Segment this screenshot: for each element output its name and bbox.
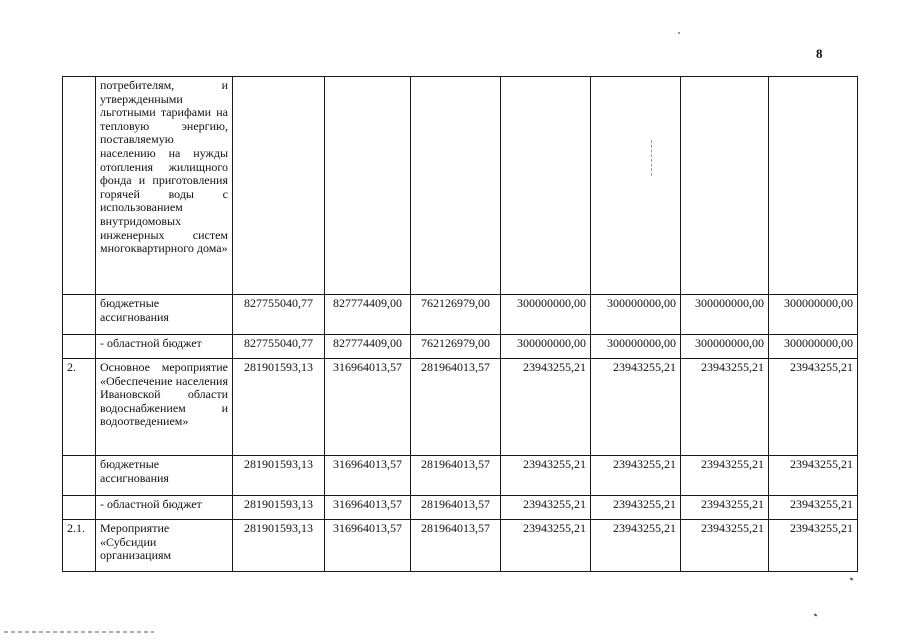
value-cell: 316964013,57: [325, 520, 411, 572]
value-cell: 281964013,57: [411, 520, 501, 572]
value-cell: 281901593,13: [233, 359, 325, 456]
value-cell: 300000000,00: [501, 335, 591, 359]
activity-name: потребителям, и утвержденными льготными тарифами на тепловую энергию, поставляемую населению на нужды отопления жилищного фонда и приготовления горячей воды с использованием внутридомовых инженерных систем многоквартирного дома»: [100, 78, 228, 256]
scan-speck: [678, 32, 680, 34]
value-cell: [411, 77, 501, 295]
value-cell: 281901593,13: [233, 456, 325, 496]
value-cell: 23943255,21: [769, 496, 858, 520]
table-row: [63, 456, 858, 496]
table-row: [63, 359, 858, 456]
row-number-cell: [63, 335, 96, 359]
activity-name: - областной бюджет: [100, 336, 202, 350]
value-cell: 23943255,21: [769, 359, 858, 456]
value-cell: [501, 77, 591, 295]
value-cell: 23943255,21: [681, 456, 769, 496]
scan-artifact-line: [651, 140, 653, 176]
value-cell: 23943255,21: [681, 359, 769, 456]
value-cell: 300000000,00: [681, 295, 769, 335]
value-cell: 23943255,21: [681, 520, 769, 572]
activity-name-cell: [96, 456, 233, 496]
value-cell: 316964013,57: [325, 456, 411, 496]
activity-name: Основное мероприятие «Обеспечение населения Ивановской области водоснабжением и водоотведением»: [100, 360, 228, 429]
scan-artifact-mark: [850, 577, 854, 580]
table-row: [63, 496, 858, 520]
activity-name-cell: [96, 520, 233, 572]
page-number: 8: [816, 46, 823, 61]
table-row: [63, 520, 858, 572]
activity-name-cell: [96, 359, 233, 456]
value-cell: 300000000,00: [501, 295, 591, 335]
value-cell: 281901593,13: [233, 496, 325, 520]
row-number-cell: [63, 77, 96, 295]
value-cell: 281964013,57: [411, 456, 501, 496]
value-cell: 316964013,57: [325, 496, 411, 520]
value-cell: 23943255,21: [591, 520, 681, 572]
value-cell: [325, 77, 411, 295]
table-row: [63, 295, 858, 335]
value-cell: 23943255,21: [769, 520, 858, 572]
value-cell: 827774409,00: [325, 335, 411, 359]
row-number-cell: [63, 456, 96, 496]
activity-name-cell: [96, 295, 233, 335]
value-cell: 300000000,00: [769, 295, 858, 335]
value-cell: [769, 77, 858, 295]
value-cell: 23943255,21: [501, 359, 591, 456]
value-cell: [233, 77, 325, 295]
table-row: [63, 77, 858, 295]
value-cell: 827774409,00: [325, 295, 411, 335]
value-cell: [681, 77, 769, 295]
value-cell: 281964013,57: [411, 496, 501, 520]
value-cell: 762126979,00: [411, 295, 501, 335]
value-cell: 300000000,00: [769, 335, 858, 359]
scan-footer-artifact: [4, 631, 154, 633]
row-number-cell: 2.: [63, 359, 96, 456]
value-cell: 300000000,00: [681, 335, 769, 359]
activity-name-cell: [96, 335, 233, 359]
activity-name: бюджетные ассигнования: [100, 296, 169, 324]
value-cell: 281901593,13: [233, 520, 325, 572]
value-cell: 23943255,21: [591, 359, 681, 456]
row-number-cell: 2.1.: [63, 520, 96, 572]
value-cell: 827755040,77: [233, 295, 325, 335]
value-cell: 23943255,21: [501, 456, 591, 496]
activity-name: Мероприятие «Субсидии организациям: [100, 521, 172, 563]
activity-name-cell: [96, 496, 233, 520]
value-cell: [591, 77, 681, 295]
value-cell: 23943255,21: [501, 496, 591, 520]
scan-artifact-mark: [814, 613, 818, 616]
row-number-cell: [63, 496, 96, 520]
value-cell: 23943255,21: [591, 456, 681, 496]
value-cell: 300000000,00: [591, 335, 681, 359]
budget-table: [62, 76, 858, 572]
value-cell: 762126979,00: [411, 335, 501, 359]
value-cell: 316964013,57: [325, 359, 411, 456]
value-cell: 23943255,21: [501, 520, 591, 572]
value-cell: 23943255,21: [681, 496, 769, 520]
table-row: [63, 335, 858, 359]
value-cell: 281964013,57: [411, 359, 501, 456]
value-cell: 827755040,77: [233, 335, 325, 359]
value-cell: 23943255,21: [769, 456, 858, 496]
row-number-cell: [63, 295, 96, 335]
value-cell: 23943255,21: [591, 496, 681, 520]
value-cell: 300000000,00: [591, 295, 681, 335]
activity-name: бюджетные ассигнования: [100, 457, 169, 485]
activity-name-cell: [96, 77, 233, 295]
activity-name: - областной бюджет: [100, 497, 202, 511]
